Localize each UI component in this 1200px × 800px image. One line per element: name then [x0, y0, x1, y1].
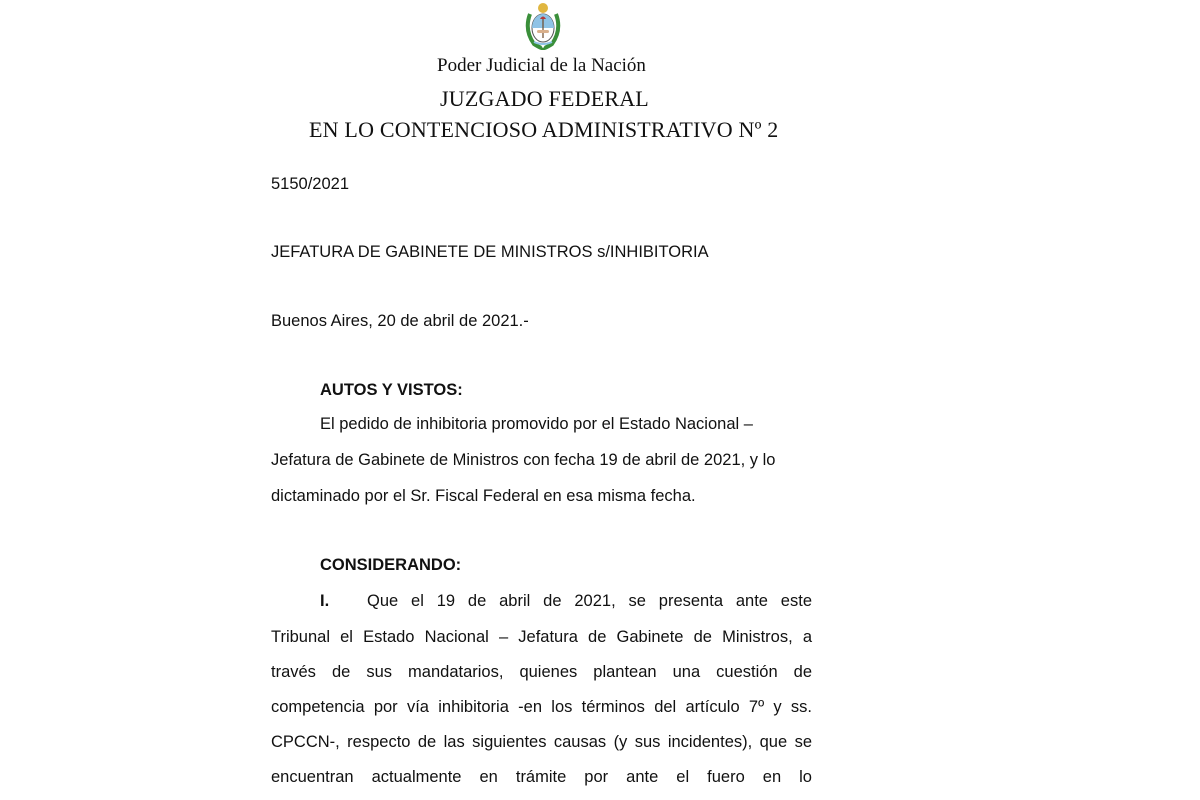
header-poder-judicial: Poder Judicial de la Nación	[437, 55, 646, 76]
paragraph-line: competencia por vía inhibitoria -en los términos del artículo 7º y ss.	[271, 698, 812, 716]
section-numeral: I.	[320, 592, 330, 610]
paragraph-line: encuentran actualmente en trámite por ante el fuero en lo	[271, 768, 812, 786]
paragraph-line: El pedido de inhibitoria promovido por el Estado Nacional –	[320, 415, 753, 433]
considerando-heading: CONSIDERANDO:	[320, 556, 462, 574]
coat-of-arms-icon	[522, 0, 564, 50]
paragraph-line: CPCCN-, respecto de las siguientes causas (y sus incidentes), que se	[271, 733, 812, 751]
expediente-number: 5150/2021	[271, 175, 349, 193]
header-fuero: EN LO CONTENCIOSO ADMINISTRATIVO Nº 2	[309, 117, 779, 142]
autos-heading: AUTOS Y VISTOS:	[320, 381, 463, 399]
paragraph-line: Tribunal el Estado Nacional – Jefatura de Gabinete de Ministros, a	[271, 628, 812, 646]
paragraph-line: Que el 19 de abril de 2021, se presenta ante este	[367, 592, 812, 610]
paragraph-line: través de sus mandatarios, quienes plantean una cuestión de	[271, 663, 812, 681]
expediente-fecha: Buenos Aires, 20 de abril de 2021.-	[271, 312, 529, 330]
paragraph-line: Jefatura de Gabinete de Ministros con fecha 19 de abril de 2021, y lo	[271, 451, 776, 469]
paragraph-line: dictaminado por el Sr. Fiscal Federal en esa misma fecha.	[271, 487, 696, 505]
expediente-caratula: JEFATURA DE GABINETE DE MINISTROS s/INHIBITORIA	[271, 243, 709, 261]
header-juzgado: JUZGADO FEDERAL	[440, 86, 649, 111]
